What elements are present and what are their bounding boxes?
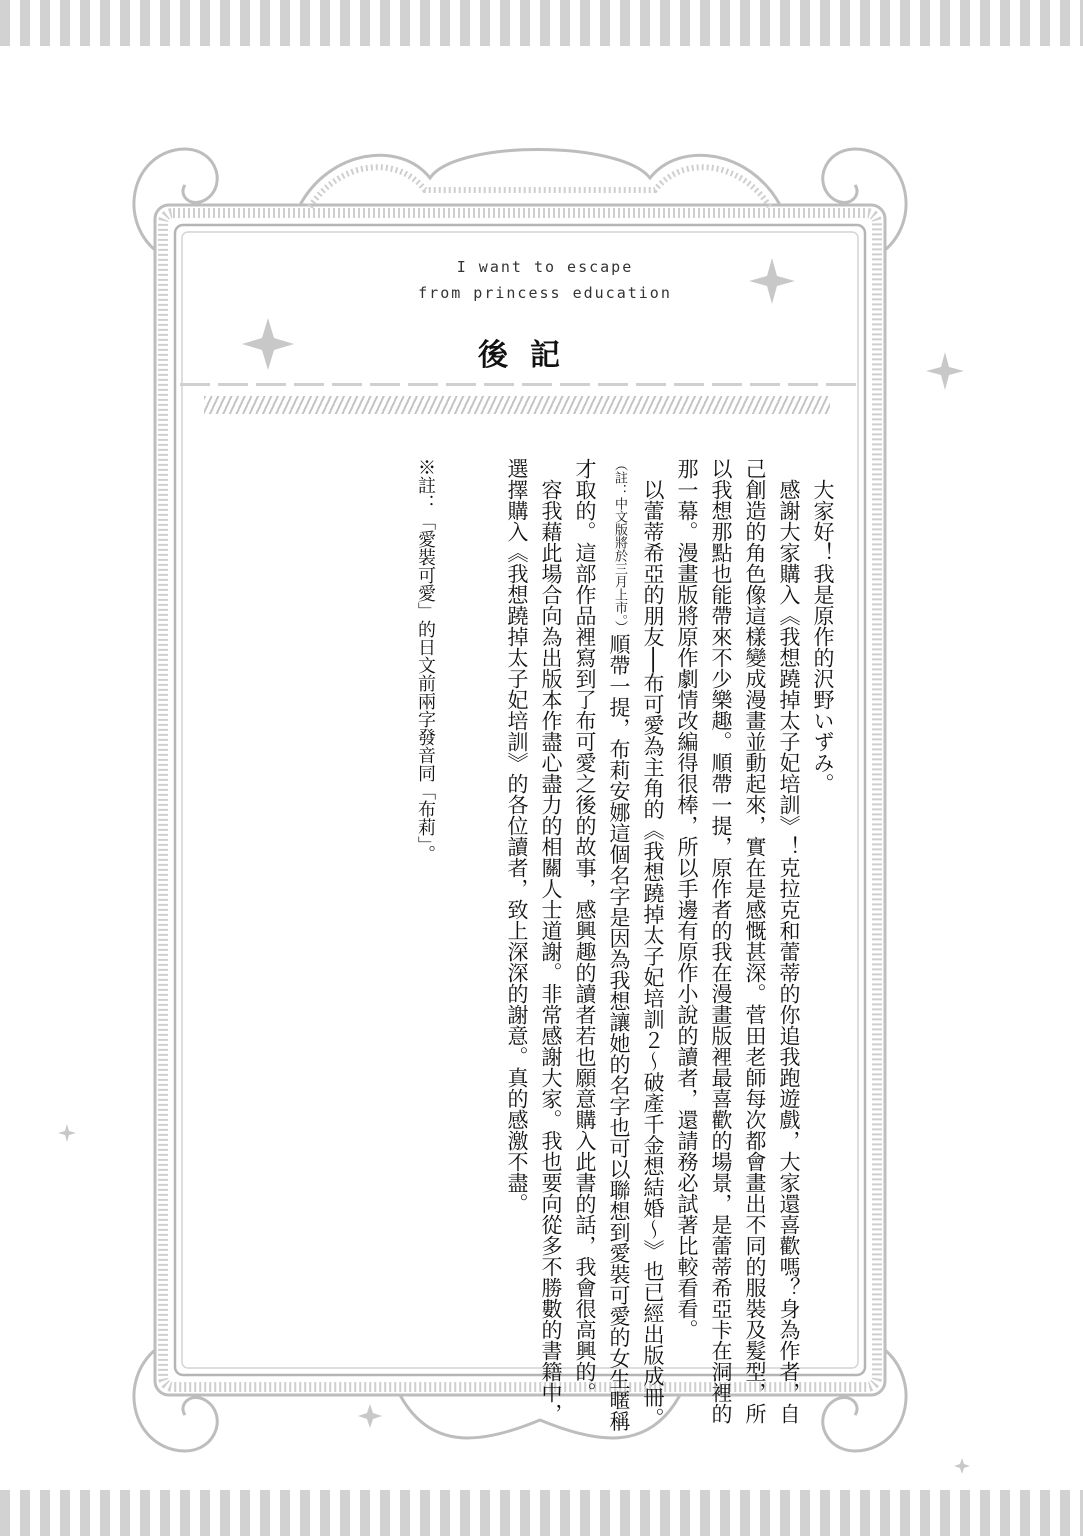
paragraph-sequel-part1: 以蕾蒂希亞的朋友──布可愛為主角的《我想蹺掉太子妃培訓２～破產千金想結婚～》也已經出版成冊。: [641, 479, 665, 1429]
afterword-body: [200, 458, 840, 1438]
footnote: ※註：「愛裝可愛」的日文前兩字發音同「布莉」。: [415, 458, 436, 863]
divider-dashed: [180, 383, 860, 386]
paragraph-acknowledgements: 容我藉此場合向為出版本作盡心盡力的相關人士道謝。非常感謝大家。我也要向從多不勝數的書籍中，選擇購入《我想蹺掉太子妃培訓》的各位讀者，致上深深的謝意。真的感激不盡。: [505, 458, 563, 1424]
inline-note: （註：中文版將於三月上市。）: [612, 458, 627, 634]
divider-hatched: [204, 396, 830, 414]
paragraph-sequel-part2: 順帶一提，布莉安娜這個名字是因為我想讓她的名字也可以聯想到愛裝可愛的女生暱稱才取的。這部作品裡寫到了布可愛之後的故事，感興趣的讀者若也願意購入此書的話，我會很高興的。: [573, 458, 631, 1432]
paragraph-thanks: 感謝大家購入《我想蹺掉太子妃培訓》！克拉克和蕾蒂的你追我跑遊戲，大家還喜歡嗎？身為作者，自己創造的角色像這樣變成漫畫並動起來，實在是感慨甚深。菅田老師每次都會畫出不同的服裝及髮型，所以我想那點也能帶來不少樂趣。順帶一提，原作者的我在漫畫版裡最喜歡的場景，是蕾蒂希亞卡在洞裡的那一幕。漫畫版將原作劇情改編得很棒，所以手邊有原作小說的讀者，還請務必試著比較看看。: [675, 458, 801, 1424]
subtitle-line-2: from princess education: [418, 284, 672, 302]
page-title: 後記: [478, 338, 582, 373]
paragraph-greeting: 大家好！我是原作的沢野いずみ。: [811, 479, 835, 794]
subtitle-line-1: I want to escape: [456, 258, 634, 276]
paragraph-sequel: [568, 458, 670, 1438]
